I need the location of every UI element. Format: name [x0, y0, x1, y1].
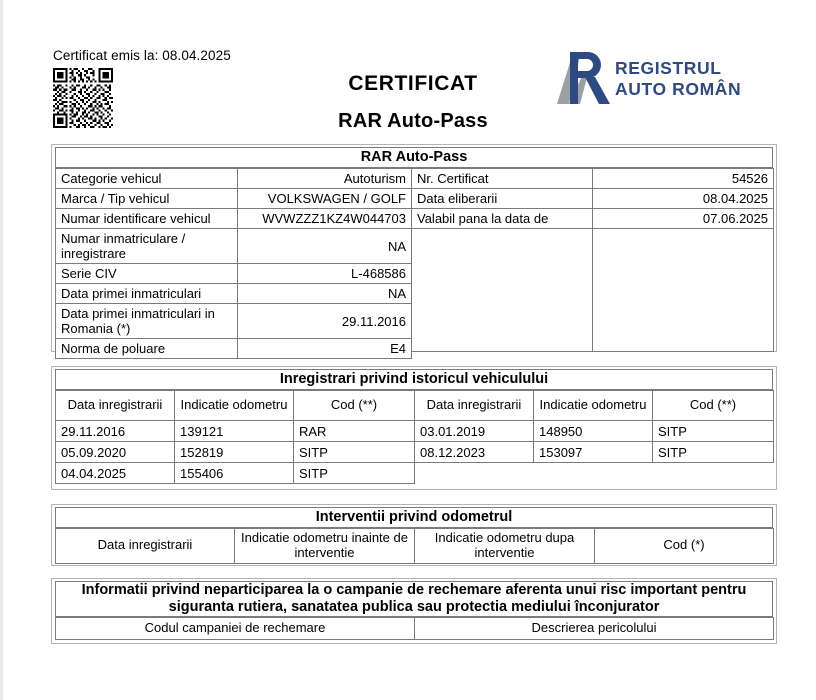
- vehicle-field-value: 29.11.2016: [238, 304, 412, 339]
- history-cell: RAR: [294, 421, 415, 442]
- certificate-field-label: Nr. Certificat: [412, 169, 593, 189]
- history-table: [55, 390, 774, 484]
- qr-code: [53, 68, 113, 128]
- certificate-field-label: Data eliberarii: [412, 189, 593, 209]
- vehicle-field-label: Norma de poluare: [56, 339, 238, 359]
- table-row: [56, 189, 412, 209]
- page-subtitle: RAR Auto-Pass: [338, 110, 488, 133]
- history-cell: 29.11.2016: [56, 421, 175, 442]
- interventions-column-header: Indicatie odometru dupa interventie: [415, 529, 595, 564]
- table-row: [412, 209, 774, 229]
- history-cell: 155406: [175, 463, 294, 484]
- certificate-filler-cell: [593, 229, 774, 352]
- table-header-row: [56, 529, 774, 564]
- table-row-filler: [412, 229, 774, 352]
- vehicle-field-value: VOLKSWAGEN / GOLF: [238, 189, 412, 209]
- history-cell: 139121: [175, 421, 294, 442]
- table-row: [56, 264, 412, 284]
- history-section-title: Inregistrari privind istoricul vehiculului: [55, 369, 773, 390]
- history-cell: 05.09.2020: [56, 442, 175, 463]
- recall-table-head: [56, 618, 774, 640]
- logo-text-line2: AUTO ROMÂN: [615, 78, 742, 99]
- history-cell: SITP: [653, 421, 774, 442]
- table-row: [56, 442, 774, 463]
- history-column-header: Cod (**): [653, 391, 774, 421]
- table-row: [56, 463, 774, 484]
- interventions-section-title: Interventii privind odometrul: [55, 507, 773, 528]
- history-cell: 03.01.2019: [415, 421, 534, 442]
- certificate-details-table: [411, 168, 774, 352]
- vehicle-field-value: L-468586: [238, 264, 412, 284]
- table-row: [56, 284, 412, 304]
- logo-text: [615, 58, 741, 99]
- table-header-row: [56, 391, 774, 421]
- history-cell: [534, 463, 653, 484]
- recall-section-title: Informatii privind neparticiparea la o campanie de rechemare aferenta unui risc important pentru siguranta rutiera, sanatatea publica sau protectia mediului înconjurator: [55, 581, 773, 617]
- vehicle-field-value: NA: [238, 284, 412, 304]
- rar-logo: [555, 50, 755, 110]
- vehicle-field-label: Data primei inmatriculari in Romania (*): [56, 304, 238, 339]
- interventions-table: [55, 528, 774, 564]
- table-row: [56, 304, 412, 339]
- interventions-column-header: Cod (*): [595, 529, 774, 564]
- vehicle-field-value: WVWZZZ1KZ4W044703: [238, 209, 412, 229]
- vehicle-details-table: [55, 168, 412, 359]
- history-cell: [415, 463, 534, 484]
- page-title: CERTIFICAT: [348, 72, 478, 95]
- table-row: [412, 169, 774, 189]
- certificate-field-value: 08.04.2025: [593, 189, 774, 209]
- table-header-row: [56, 618, 774, 640]
- recall-table: [55, 617, 774, 640]
- vehicle-field-label: Data primei inmatriculari: [56, 284, 238, 304]
- table-row: [56, 169, 412, 189]
- history-cell: 04.04.2025: [56, 463, 175, 484]
- recall-column-header: Codul campaniei de rechemare: [56, 618, 415, 640]
- vehicle-field-label: Numar inmatriculare / inregistrare: [56, 229, 238, 264]
- vehicle-field-label: Numar identificare vehicul: [56, 209, 238, 229]
- certificate-field-value: 07.06.2025: [593, 209, 774, 229]
- vehicle-field-value: E4: [238, 339, 412, 359]
- certificate-filler-cell: [412, 229, 593, 352]
- history-cell: 148950: [534, 421, 653, 442]
- interventions-table-head: [56, 529, 774, 564]
- vehicle-section-title: RAR Auto-Pass: [55, 147, 773, 168]
- history-table-head: [56, 391, 774, 421]
- history-cell: SITP: [294, 442, 415, 463]
- vehicle-field-label: Marca / Tip vehicul: [56, 189, 238, 209]
- history-cell: 08.12.2023: [415, 442, 534, 463]
- vehicle-field-label: Serie CIV: [56, 264, 238, 284]
- history-column-header: Cod (**): [294, 391, 415, 421]
- certificate-field-label: Valabil pana la data de: [412, 209, 593, 229]
- history-cell: SITP: [653, 442, 774, 463]
- recall-column-header: Descrierea pericolului: [415, 618, 774, 640]
- history-cell: 152819: [175, 442, 294, 463]
- interventions-column-header: Indicatie odometru inainte de interventie: [235, 529, 415, 564]
- table-row: [56, 421, 774, 442]
- document-title-block: [253, 72, 573, 132]
- history-column-header: Indicatie odometru: [534, 391, 653, 421]
- history-table-body: [56, 421, 774, 484]
- ar-monogram-icon: [555, 50, 611, 106]
- vehicle-field-value: NA: [238, 229, 412, 264]
- certificate-field-value: 54526: [593, 169, 774, 189]
- history-column-header: Indicatie odometru: [175, 391, 294, 421]
- issue-date-label: Certificat emis la: 08.04.2025: [53, 48, 231, 63]
- logo-text-line1: REGISTRUL: [615, 58, 722, 78]
- history-column-header: Data inregistrarii: [415, 391, 534, 421]
- interventions-column-header: Data inregistrarii: [56, 529, 235, 564]
- table-row: [56, 209, 412, 229]
- vehicle-field-label: Categorie vehicul: [56, 169, 238, 189]
- table-row: [56, 339, 412, 359]
- table-row: [56, 229, 412, 264]
- vehicle-field-value: Autoturism: [238, 169, 412, 189]
- history-column-header: Data inregistrarii: [56, 391, 175, 421]
- vehicle-details-body: [56, 169, 412, 359]
- history-cell: [653, 463, 774, 484]
- history-cell: 153097: [534, 442, 653, 463]
- history-cell: SITP: [294, 463, 415, 484]
- table-row: [412, 189, 774, 209]
- certificate-details-body: [412, 169, 774, 352]
